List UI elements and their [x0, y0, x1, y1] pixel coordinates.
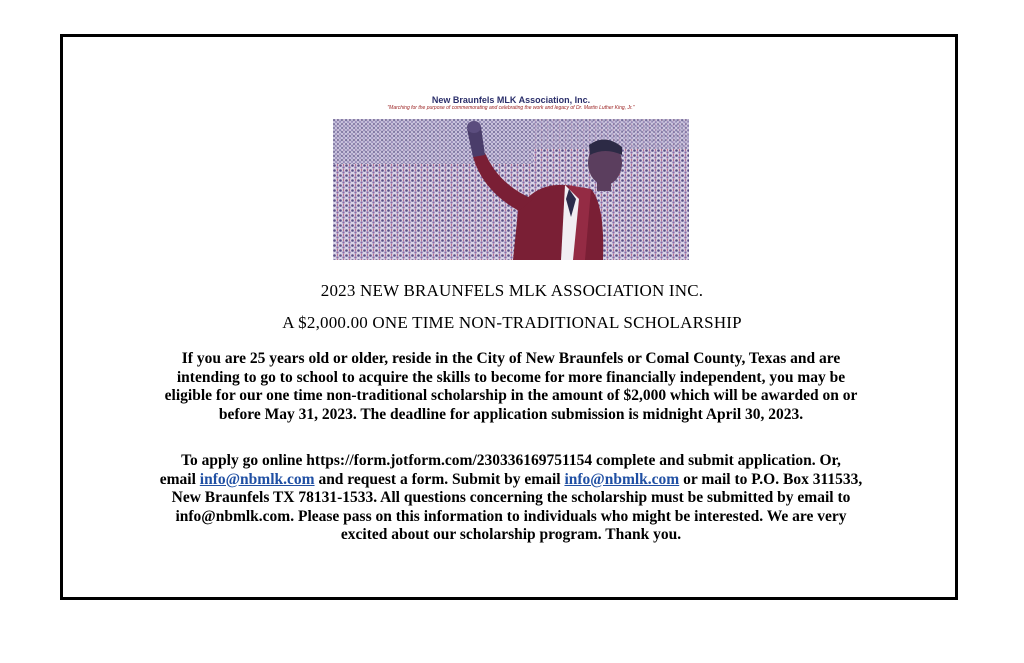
eligibility-line: intending to go to school to acquire the skills to become for more financially independent, you may be [176, 368, 846, 386]
application-line: info@nbmlk.com. Please pass on this information to individuals who might be interested. We are very [175, 507, 847, 525]
application-text: email [159, 470, 200, 488]
email-link[interactable]: info@nbmlk.com [564, 470, 680, 488]
eligibility-line: eligible for our one time non-traditional scholarship in the amount of $2,000 which will be awarded on or [164, 387, 858, 404]
application-text: or mail to P.O. Box 311533, [679, 470, 863, 488]
heading-association: 2023 NEW BRAUNFELS MLK ASSOCIATION INC. [320, 281, 704, 300]
association-banner [333, 95, 689, 260]
application-paragraph [96, 452, 926, 545]
application-line: To apply go online https://form.jotform.com/230336169751154 complete and submit application. Or, [181, 452, 841, 469]
application-line: excited about our scholarship program. Thank you. [340, 526, 682, 543]
application-line: New Braunfels TX 78131-1533. All questions concerning the scholarship must be submitted by email to [171, 489, 851, 506]
application-line [96, 471, 926, 490]
banner-org-name: New Braunfels MLK Association, Inc. [431, 95, 591, 105]
eligibility-paragraph [96, 350, 926, 424]
mlk-crowd-illustration [333, 119, 689, 260]
heading-scholarship: A $2,000.00 ONE TIME NON-TRADITIONAL SCHOLARSHIP [282, 313, 742, 332]
banner-motto: "Marching for the purpose of commemorating and celebrating the work and legacy of Dr. Martin Luther King, Jr." [387, 105, 635, 111]
email-link[interactable]: info@nbmlk.com [199, 470, 315, 488]
eligibility-line: If you are 25 years old or older, reside in the City of New Braunfels or Comal County, Texas and are [181, 350, 841, 367]
mlk-crowd-photo [333, 119, 689, 260]
eligibility-line: before May 31, 2023. The deadline for application submission is midnight April 30, 2023. [218, 405, 804, 423]
application-text: and request a form. Submit by email [314, 470, 565, 488]
